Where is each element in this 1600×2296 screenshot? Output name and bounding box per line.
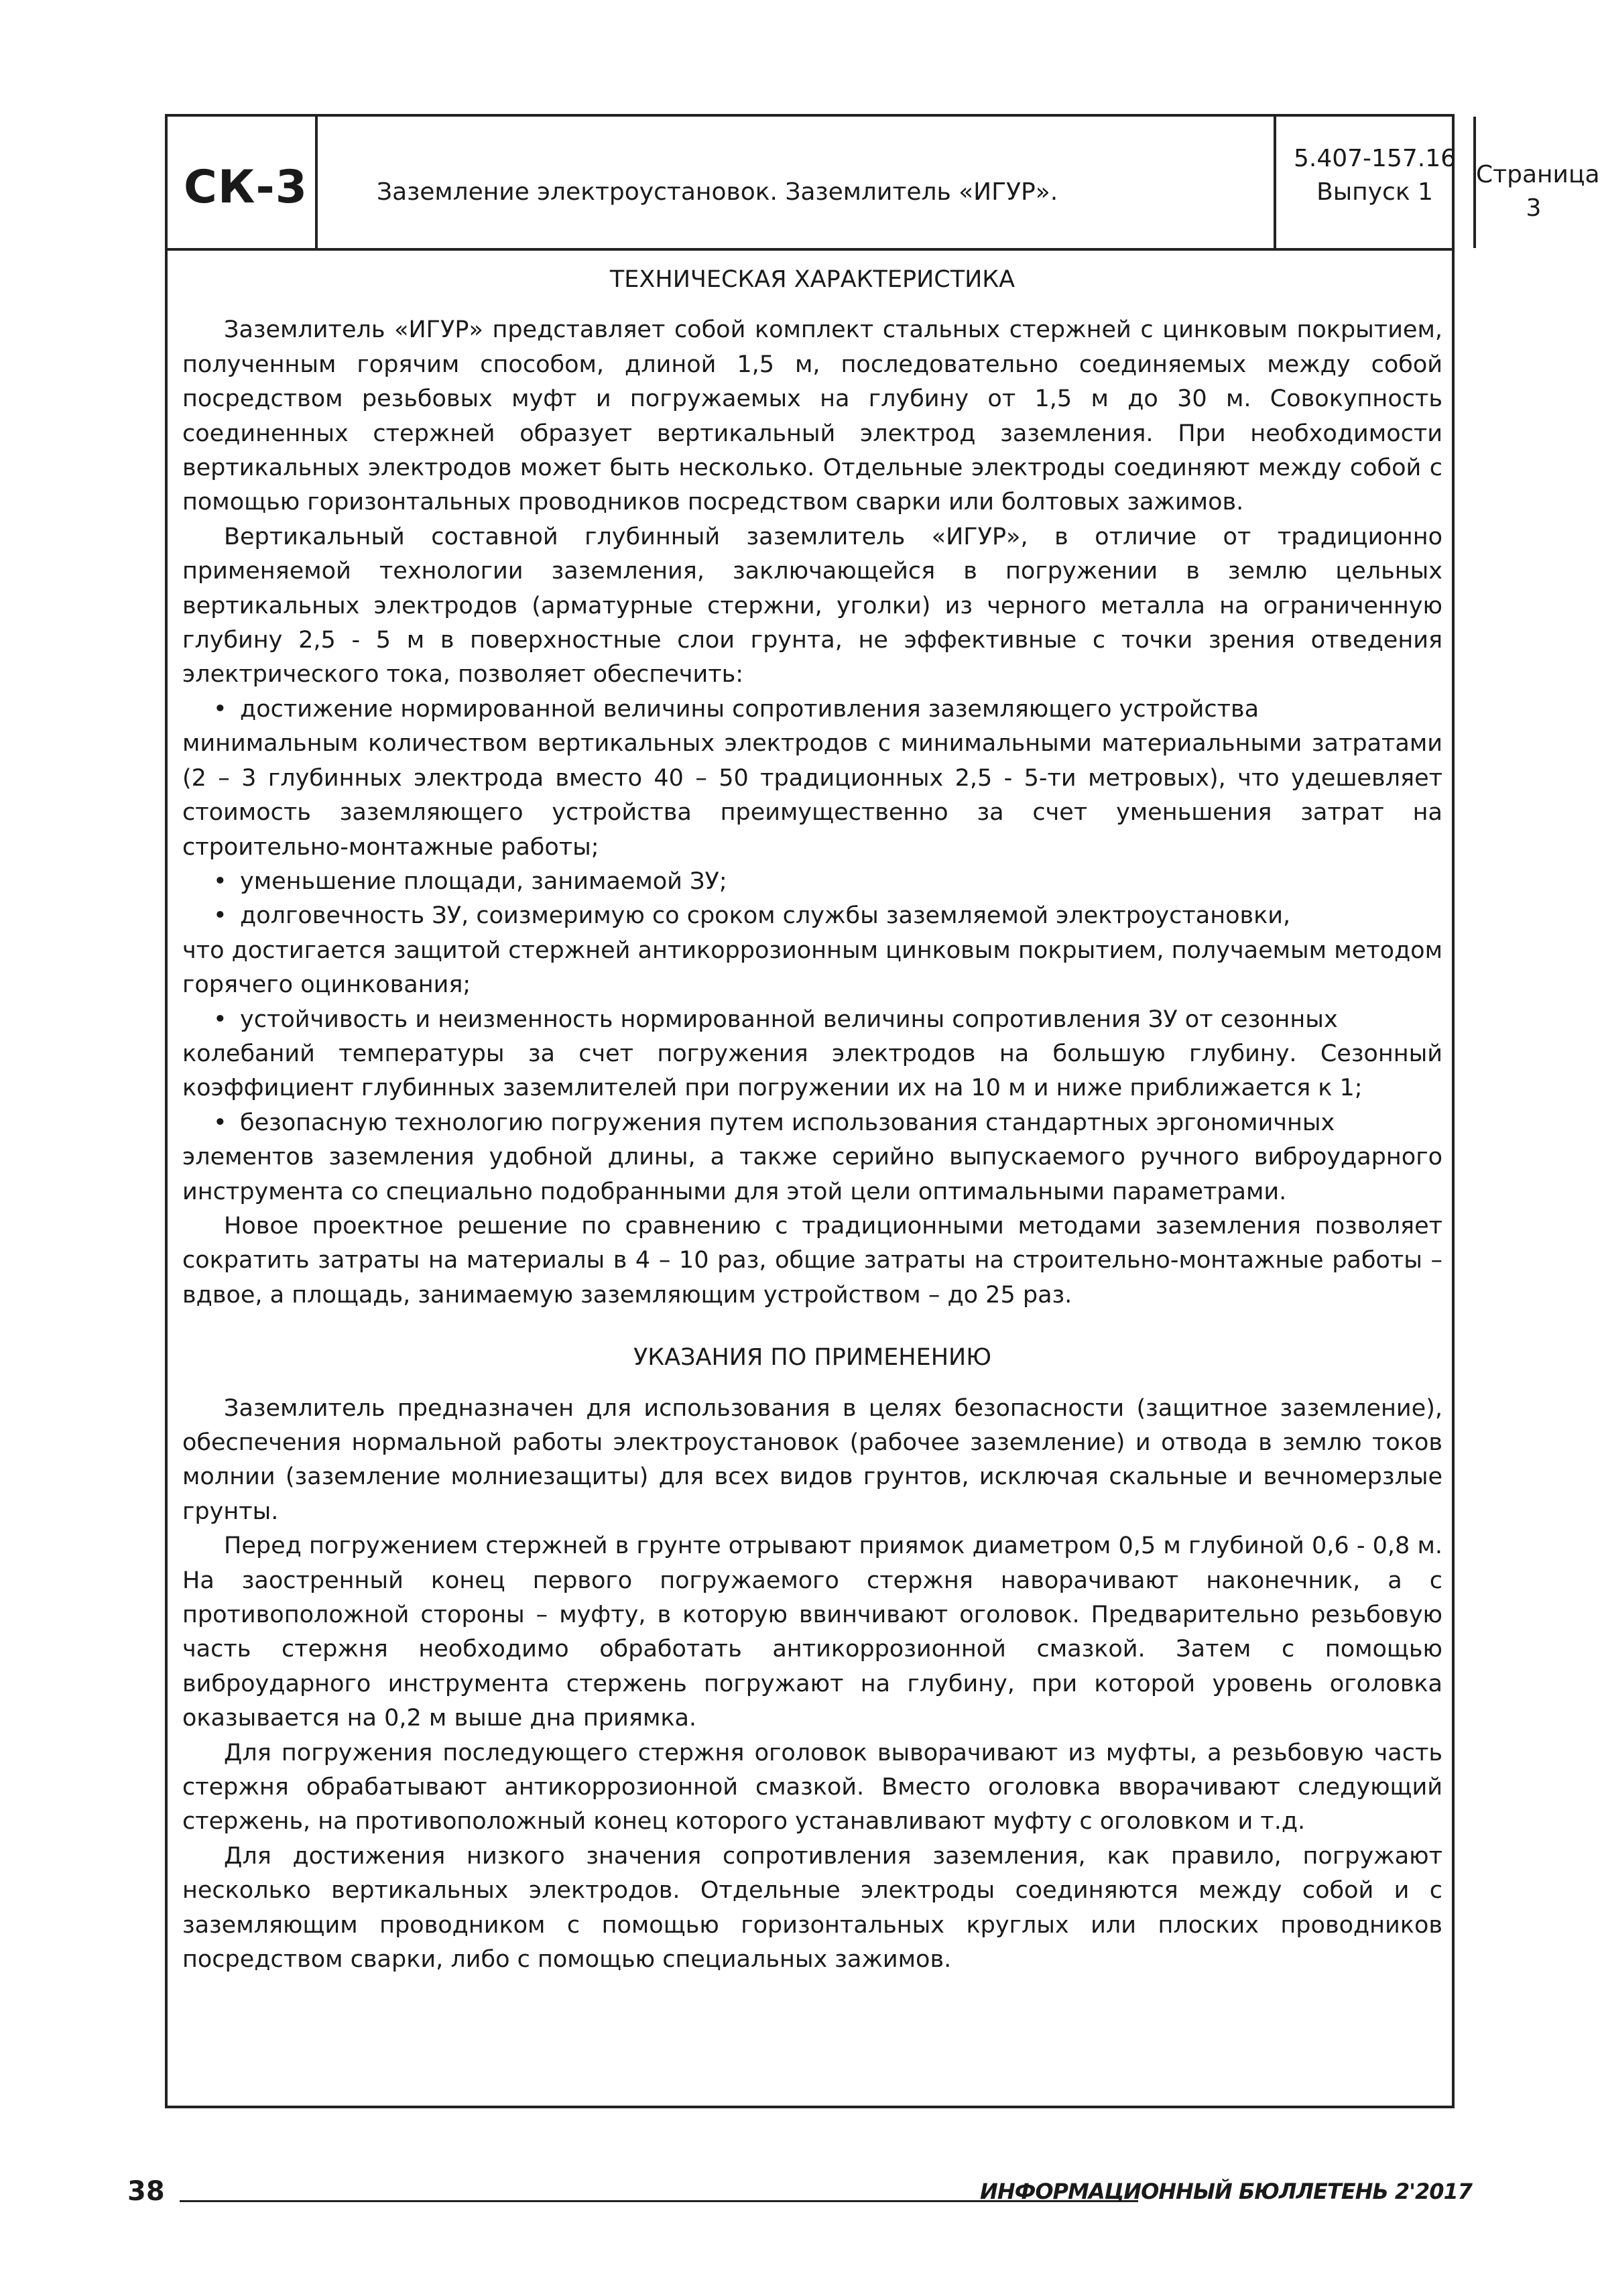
bullet-text: уменьшение площади, занимаемой ЗУ; [240,867,727,895]
bulletin-title: ИНФОРМАЦИОННЫЙ БЮЛЛЕТЕНЬ 2'2017 [980,2179,1472,2204]
bullet-text: достижение нормированной величины сопротивления заземляющего устройства [240,695,1259,723]
document-title: Заземление электроустановок. Заземлитель «ИГУР». [377,178,1058,206]
page-footer [118,2173,1479,2211]
paragraph: Новое проектное решение по сравнению с традиционными методами заземления позволяет сократить затраты на материалы в 4 – 10 раз, общие затраты на строительно-монтажные работы – вдвое, а площадь, занимаемую заземляющим устройством – до 25 раз. [182,1212,1442,1309]
doc-number: 5.407-157.16 [1293,145,1456,172]
section-gap [182,1313,1442,1341]
document-code: СК-3 [184,161,308,214]
footer-page-number: 38 [127,2176,165,2207]
bullet-item [182,692,1442,727]
bullet-item [182,1003,1442,1037]
bullet-text: долговечность ЗУ, соизмеримую со сроком службы заземляемой электроустановки, [240,902,1291,930]
bullet-item [182,865,1442,899]
paragraph: Для погружения последующего стержня оголовок выворачивают из муфты, а резьбовую часть стержня обрабатывают антикоррозионной смазкой. Вместо оголовка вворачивают следующий стержень, на противоположный конец которого устанавливают муфту с оголовком и т.д. [182,1739,1442,1835]
section-heading: ТЕХНИЧЕСКАЯ ХАРАКТЕРИСТИКА [609,266,1016,293]
issue-number: Выпуск 1 [1316,178,1433,206]
page-label: Страница [1476,161,1600,188]
paragraph: Вертикальный составной глубинный заземлитель «ИГУР», в отличие от традиционно применяемой технологии заземления, заключающейся в погружении в землю цельных вертикальных электродов (арматурные стержни, уголки) из черного металла на ограниченную глубину 2,5 - 5 м в поверхностные слои грунта, не эффективные с точки зрения отведения электрического тока, позволяет обеспечить: [182,523,1442,688]
bullet-item [182,899,1442,933]
paragraph: Заземлитель предназначен для использования в целях безопасности (защитное заземление), обеспечения нормальной работы электроустановок (рабочее заземление) и отвода в землю токов молнии (заземление молниезащиты) для всех видов грунтов, исключая скальные и вечномерзлые грунты. [182,1394,1442,1525]
section-heading: УКАЗАНИЯ ПО ПРИМЕНЕНИЮ [633,1344,992,1372]
bullet-continuation: колебаний температуры за счет погружения электродов на большую глубину. Сезонный коэффициент глубинных заземлителей при погружении их на 10 м и ниже приближается к 1; [182,1040,1442,1102]
page-cell [1476,117,1600,248]
document-frame [165,114,1600,2108]
bullet-continuation: минимальным количеством вертикальных электродов с минимальными материальными затратами (2 – 3 глубинных электрода вместо 40 – 50 традиционных 2,5 - 5-ти метровых), что удешевляет стоимость заземляющего устройства преимущественно за счет уменьшения затрат на строительно-монтажные работы; [182,730,1442,861]
title-block [168,117,1600,251]
bullet-icon: • [213,1109,227,1136]
paragraph: Перед погружением стержней в грунте отрывают приямок диаметром 0,5 м глубиной 0,6 - 0,8 м. На заостренный конец первого погружаемого стержня наворачивают наконечник, а с противоположной стороны – муфту, в которую ввинчивают оголовок. Предварительно резьбовую часть стержня необходимо обработать антикоррозионной смазкой. Затем с помощью виброударного инструмента стержень погружают на глубину, при которой уровень оголовка оказывается на 0,2 м выше дна приямка. [182,1532,1442,1732]
paragraph: Для достижения низкого значения сопротивления заземления, как правило, погружают несколько вертикальных электродов. Отдельные электроды соединяются между собой и с заземляющим проводником с помощью горизонтальных круглых или плоских проводников посредством сварки, либо с помощью специальных зажимов. [182,1842,1442,1974]
doc-number-cell [1276,117,1476,248]
bullet-continuation: что достигается защитой стержней антикоррозионным цинковым покрытием, получаемым методом горячего оцинкования; [182,936,1442,999]
bullet-text: устойчивость и неизменность нормированной величины сопротивления ЗУ от сезонных [240,1006,1338,1033]
bullet-continuation: элементов заземления удобной длины, а также серийно выпускаемого ручного виброударного инструмента со специально подобранными для этой цели оптимальными параметрами. [182,1144,1442,1205]
code-cell [168,117,318,248]
title-cell [318,117,1276,248]
bullet-icon: • [213,695,227,723]
bullet-icon: • [213,902,227,930]
bullet-text: безопасную технологию погружения путем использования стандартных эргономичных [240,1109,1335,1136]
document-body [182,263,1442,1978]
bullet-item [182,1106,1442,1140]
page-number: 3 [1526,194,1542,222]
bullet-icon: • [213,867,227,895]
bullet-icon: • [213,1006,227,1033]
paragraph: Заземлитель «ИГУР» представляет собой комплект стальных стержней с цинковым покрытием, полученным горячим способом, длиной 1,5 м, последовательно соединяемых между собой посредством резьбовых муфт и погружаемых на глубину от 1,5 м до 30 м. Совокупность соединенных стержней образует вертикальный электрод заземления. При необходимости вертикальных электродов может быть несколько. Отдельные электроды соединяют между собой с помощью горизонтальных проводников посредством сварки или болтовых зажимов. [182,316,1442,516]
